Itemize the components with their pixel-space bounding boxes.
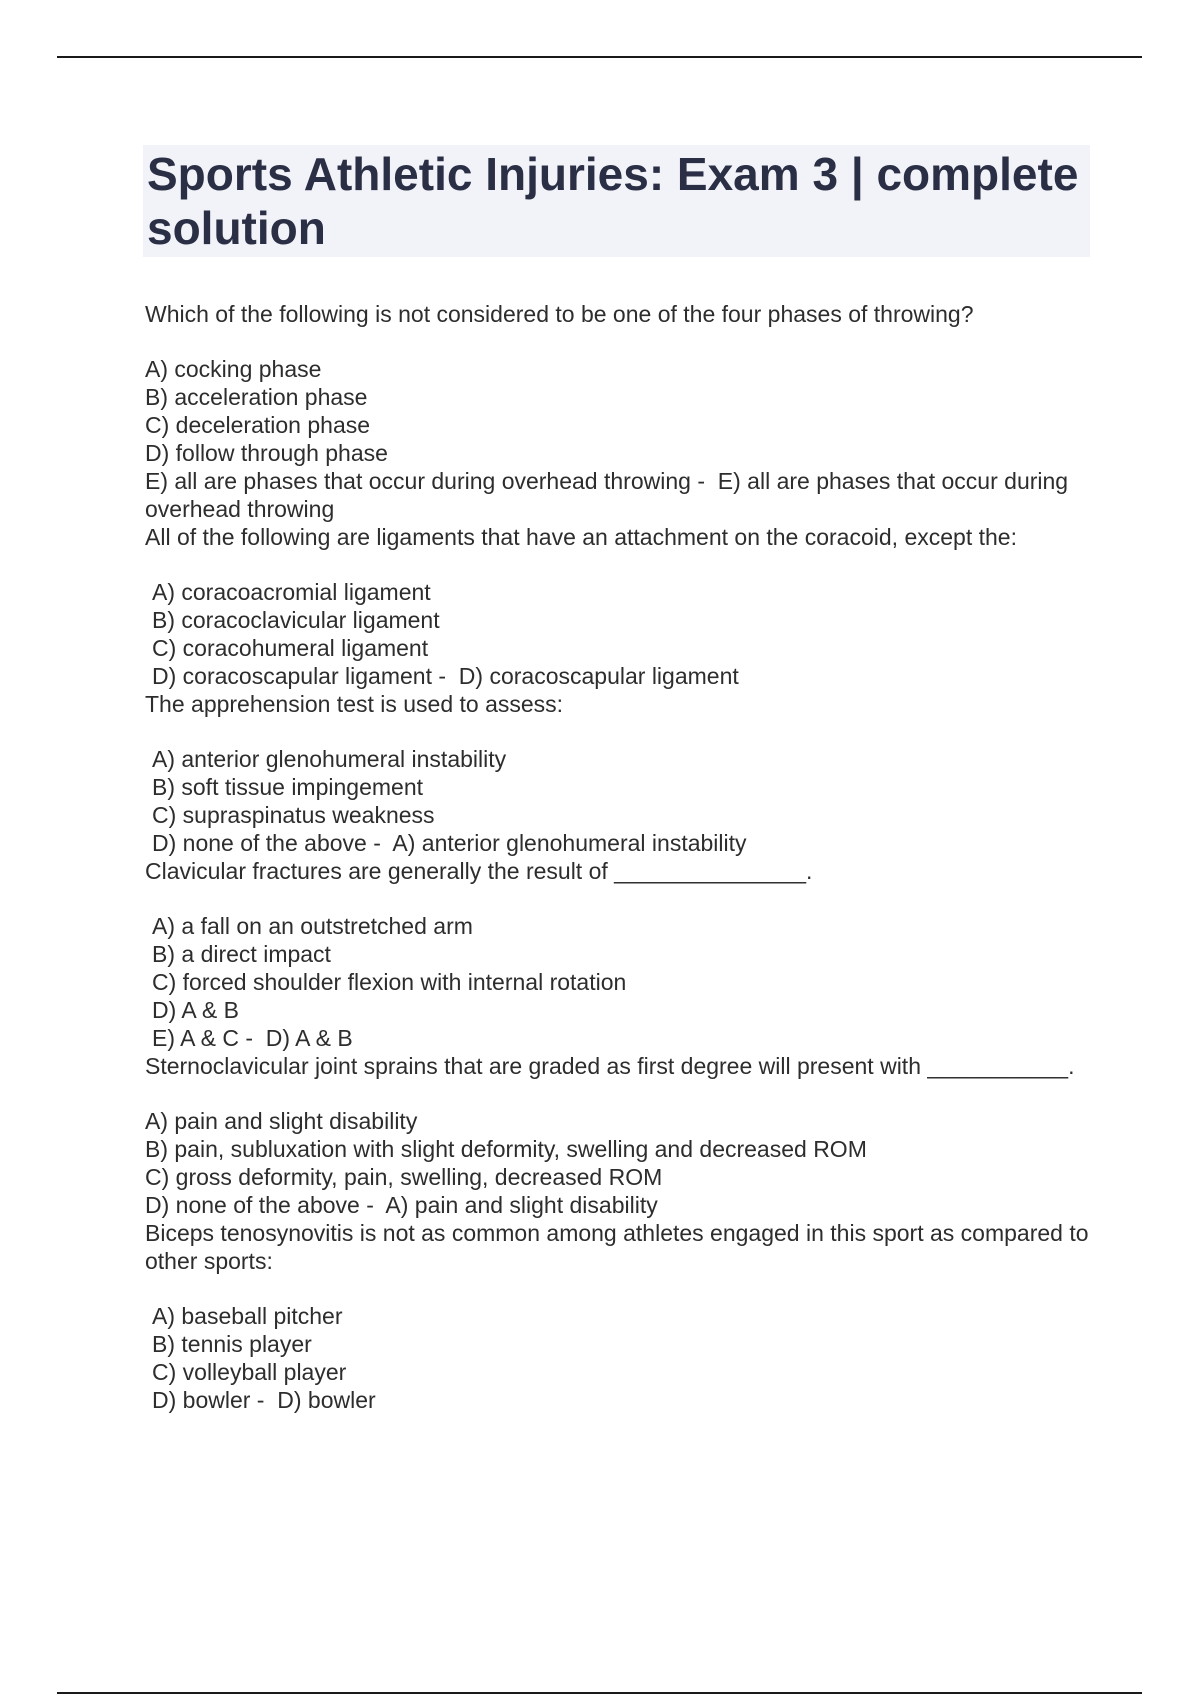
option-item: C) forced shoulder flexion with internal rotation	[152, 969, 627, 995]
option-item-with-answer	[152, 1024, 1090, 1052]
option-item: D) A & B	[152, 997, 239, 1023]
answer-text: D) A & B	[265, 1025, 353, 1051]
option-item: A) coracoacromial ligament	[152, 579, 431, 605]
option-item: C) gross deformity, pain, swelling, decreased ROM	[145, 1164, 663, 1190]
question-block	[145, 300, 1090, 523]
option-item: A) cocking phase	[145, 356, 322, 382]
document-title: Sports Athletic Injuries: Exam 3 | complete solution	[147, 148, 1079, 254]
option-item: B) tennis player	[152, 1331, 312, 1357]
option-text: E) A & C	[152, 1025, 239, 1051]
answer-separator: -	[238, 1025, 266, 1051]
option-text: D) bowler	[152, 1387, 251, 1413]
option-list	[145, 1302, 1090, 1414]
option-list	[145, 1107, 1090, 1219]
option-list	[145, 578, 1090, 690]
answer-separator: -	[359, 1192, 386, 1218]
option-item: B) acceleration phase	[145, 384, 368, 410]
option-list	[145, 355, 1090, 523]
header-rule	[57, 56, 1142, 58]
question-block	[145, 857, 1090, 1052]
option-item: A) anterior glenohumeral instability	[152, 746, 507, 772]
question-block	[145, 1052, 1090, 1219]
option-item: C) coracohumeral ligament	[152, 635, 429, 661]
option-item: A) baseball pitcher	[152, 1303, 343, 1329]
option-item: B) soft tissue impingement	[152, 774, 424, 800]
option-text: D) coracoscapular ligament	[152, 663, 432, 689]
option-item: A) a fall on an outstretched arm	[152, 913, 473, 939]
answer-text: D) bowler	[277, 1387, 376, 1413]
option-text: D) none of the above	[145, 1192, 360, 1218]
option-item-with-answer	[152, 662, 1090, 690]
document-body	[145, 300, 1090, 1414]
option-list	[145, 912, 1090, 1052]
option-item: C) deceleration phase	[145, 412, 371, 438]
footer-rule	[57, 1692, 1142, 1694]
question-text: Which of the following is not considered to be one of the four phases of throwing?	[145, 301, 974, 327]
question-text: Sternoclavicular joint sprains that are graded as first degree will present with ___________.	[145, 1053, 1075, 1079]
option-item-with-answer	[145, 467, 1090, 523]
answer-separator: -	[366, 830, 393, 856]
question-block	[145, 523, 1090, 690]
option-item: D) follow through phase	[145, 440, 388, 466]
option-list	[145, 745, 1090, 857]
question-text: Biceps tenosynovitis is not as common among athletes engaged in this sport as compared to other sports:	[145, 1220, 1089, 1274]
option-item-with-answer	[145, 1191, 1090, 1219]
answer-separator: -	[250, 1387, 278, 1413]
option-item-with-answer	[152, 1386, 1090, 1414]
option-item: A) pain and slight disability	[145, 1108, 418, 1134]
answer-text: E) all are phases that occur during overhead throwing	[145, 468, 1069, 522]
option-item: B) a direct impact	[152, 941, 331, 967]
option-item-with-answer	[152, 829, 1090, 857]
title-box	[143, 145, 1090, 257]
option-item: B) coracoclavicular ligament	[152, 607, 440, 633]
question-text: All of the following are ligaments that have an attachment on the coracoid, except the:	[145, 524, 1017, 550]
answer-separator: -	[431, 663, 459, 689]
option-text: D) none of the above	[152, 830, 367, 856]
answer-text: A) anterior glenohumeral instability	[392, 830, 747, 856]
option-item: B) pain, subluxation with slight deformity, swelling and decreased ROM	[145, 1136, 867, 1162]
question-block	[145, 1219, 1090, 1414]
answer-text: A) pain and slight disability	[385, 1192, 658, 1218]
question-text: The apprehension test is used to assess:	[145, 691, 564, 717]
answer-text: D) coracoscapular ligament	[458, 663, 739, 689]
option-item: C) supraspinatus weakness	[152, 802, 435, 828]
option-text: E) all are phases that occur during overhead throwing	[145, 468, 691, 494]
answer-separator: -	[690, 468, 718, 494]
question-text: Clavicular fractures are generally the result of _______________.	[145, 858, 813, 884]
question-block	[145, 690, 1090, 857]
option-item: C) volleyball player	[152, 1359, 347, 1385]
